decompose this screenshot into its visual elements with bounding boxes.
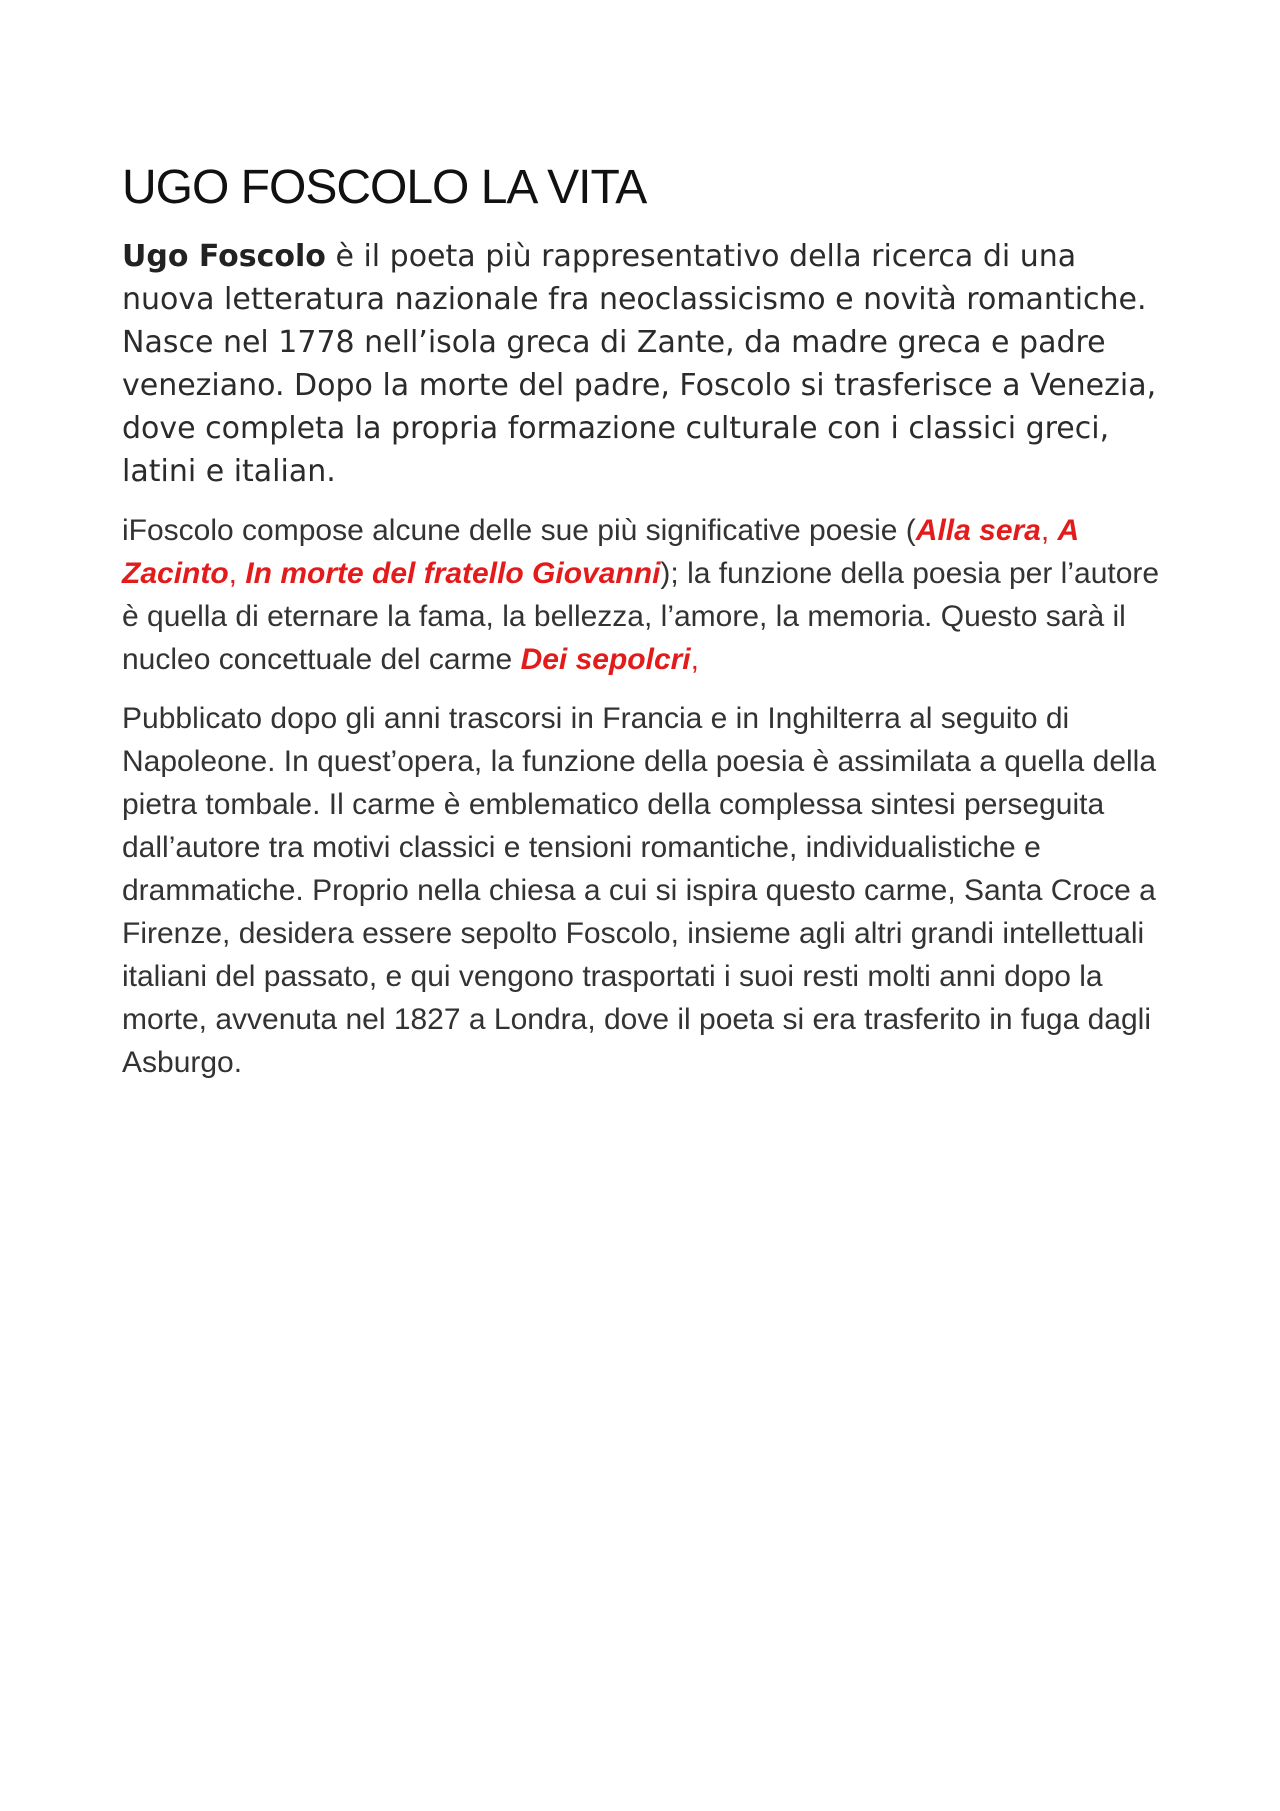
trailing-comma: , — [690, 643, 699, 677]
paragraph-poems-intro: iFoscolo compose alcune delle sue più significative poesie ( — [122, 514, 916, 548]
work-title-alla-sera: Alla sera — [915, 514, 1041, 548]
work-title-dei-sepolcri: Dei sepolcri — [520, 643, 691, 677]
work-title-in-morte-del-fratello: In morte del fratello Giovanni — [245, 557, 661, 591]
author-name: Ugo Foscolo — [122, 239, 326, 275]
separator: , — [228, 557, 246, 591]
paragraph-intro-text: è il poeta più rappresentativo della ricerca di una nuova letteratura nazionale fra neoclassicismo e novità romantiche. Nasce nel 1778 nell’isola greca di Zante, da madre greca e padre veneziano. Dopo la morte del padre, Foscolo si trasferisce a Venezia, dove completa la propria formazione culturale con i classici greci, latini e italian. — [122, 239, 1157, 490]
document-body — [122, 160, 1172, 1100]
page-title: UGO FOSCOLO LA VITA — [122, 161, 647, 214]
paragraph-intro — [122, 235, 1172, 493]
separator: , — [1040, 514, 1058, 548]
work-title-a-zacinto: A Zacinto — [122, 514, 1079, 591]
paragraph-sepolcri: Pubblicato dopo gli anni trascorsi in Francia e in Inghilterra al seguito di Napoleone. In quest’opera, la funzione della poesia è assimilata a quella della pietra tombale. Il carme è emblematico della complessa sintesi perseguita dall’autore tra motivi classici e tensioni romantiche, individualistiche e drammatiche. Proprio nella chiesa a cui si ispira questo carme, Santa Croce a Firenze, desidera essere sepolto Foscolo, insieme agli altri grandi intellettuali italiani del passato, e qui vengono trasportati i suoi resti molti anni dopo la morte, avvenuta nel 1827 a Londra, dove il poeta si era trasferito in fuga dagli Asburgo. — [122, 702, 1157, 1080]
paragraph-poems — [122, 509, 1172, 681]
paragraph-poems-middle: ); la funzione della poesia per l’autore è quella di eternare la fama, la bellezza, l’amore, la memoria. Questo sarà il nucleo concettuale del carme — [122, 557, 1160, 677]
